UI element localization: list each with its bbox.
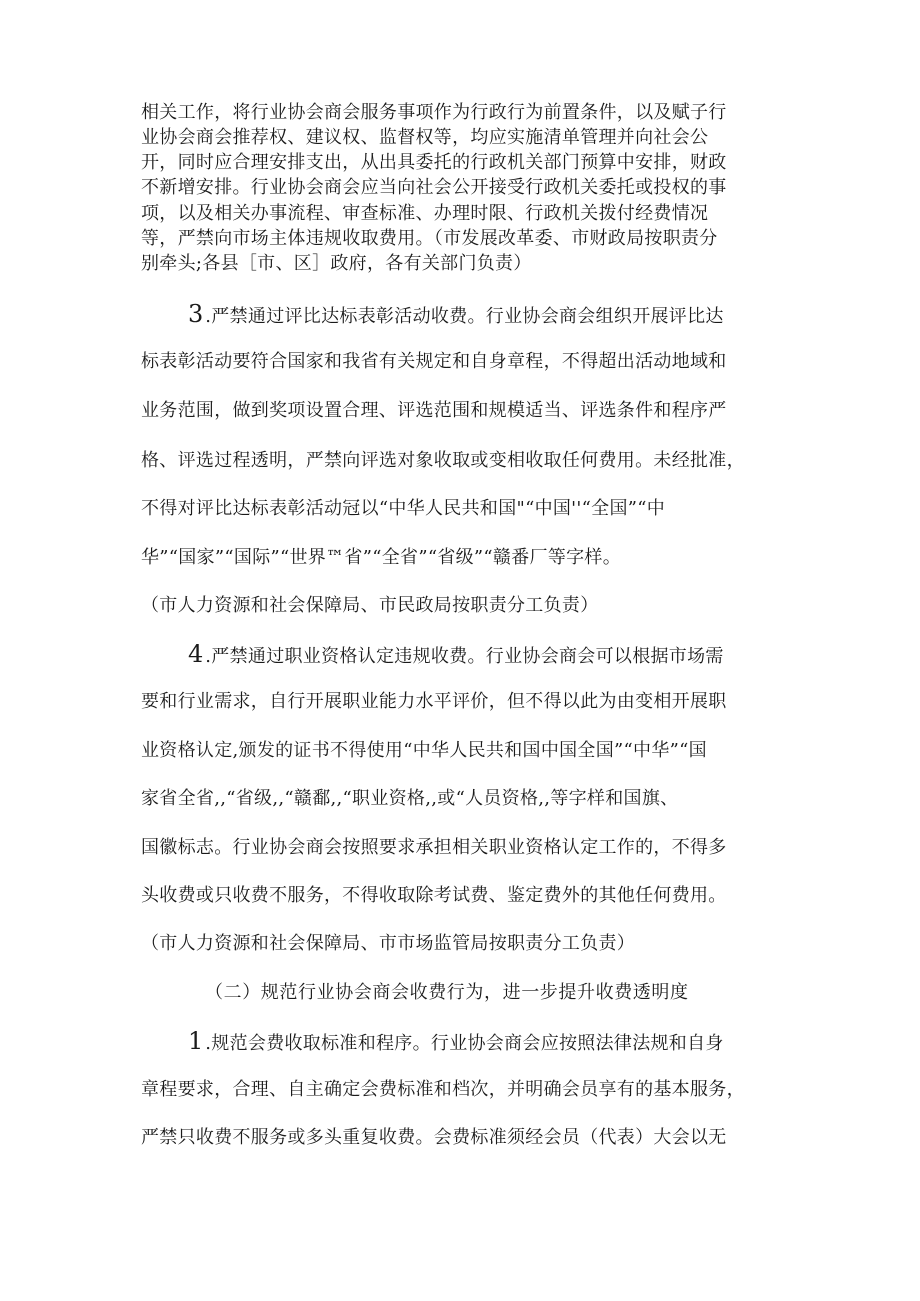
text-line: 等，严禁向市场主体违规收取费用。（市发展改革委、市财政局按职责分 (141, 228, 718, 249)
text-line: （市人力资源和社会保障局、市民政局按职责分工负责） (141, 595, 599, 616)
item-title-text: .规范会费收取标准和程序。行业协会商会应按照法律法规和自身 (205, 1033, 724, 1054)
section-heading: （二）规范行业协会商会收费行为，进一步提升收费透明度 (205, 982, 689, 1003)
text-line: 业务范围，做到奖项设置合理、评选范围和规模适当、评选条件和程序严 (141, 400, 727, 421)
text-line: 别牵头;各县［市、区］政府，各有关部门负责） (141, 253, 532, 274)
text-line: 格、评选过程透明，严禁向评选对象收取或变相收取任何费用。未经批准， (141, 450, 745, 471)
item-first-line (188, 1029, 724, 1056)
item-number: 4 (188, 640, 204, 668)
text-line: 不得对评比达标表彰活动冠以“中华人民共和国"“中国''“全国”“中 (141, 498, 666, 519)
item-number: 1 (188, 1027, 204, 1055)
text-line: 标表彰活动要符合国家和我省有关规定和自身章程，不得超出活动地域和 (141, 351, 727, 372)
text-line: 项，以及相关办事流程、审查标准、办理时限、行政机关拨付经费情况 (141, 203, 709, 224)
text-line: 相关工作，将行业协会商会服务事项作为行政行为前置条件，以及赋子行 (141, 102, 727, 123)
text-line: 业协会商会推荐权、建议权、监督权等，均应实施清单管理并向社会公 (141, 127, 709, 148)
item-number: 3 (188, 300, 204, 328)
text-line: 不新增安排。行业协会商会应当向社会公开接受行政机关委托或投权的事 (141, 177, 727, 198)
item-first-line (188, 642, 724, 669)
item-first-line (188, 302, 724, 329)
text-line: （市人力资源和社会保障局、市市场监管局按职责分工负责） (141, 933, 636, 954)
item-title-text: .严禁通过评比达标表彰活动收费。行业协会商会组织开展评比达 (205, 306, 724, 327)
text-line: 业资格认定,颁发的证书不得使用“中华人民共和国中国全国”“中华”“国 (141, 740, 707, 761)
item-title-text: .严禁通过职业资格认定违规收费。行业协会商会可以根据市场需 (205, 646, 724, 667)
text-line: 章程要求，合理、自主确定会费标准和档次，并明确会员享有的基本服务， (141, 1079, 745, 1100)
text-line: 严禁只收费不服务或多头重复收费。会费标准须经会员（代表）大会以无 (141, 1127, 727, 1148)
text-line: 家省全省,,“省级,,“赣鄱,,“职业资格,,或“人员资格,,等字样和国旗、 (141, 788, 679, 809)
text-line: 华”“国家”“国际”“世界™省”“全省”“省级”“赣番厂等字样。 (141, 547, 622, 568)
text-line: 头收费或只收费不服务，不得收取除考试费、鉴定费外的其他任何费用。 (141, 885, 727, 906)
text-line: 国徽标志。行业协会商会按照要求承担相关职业资格认定工作的，不得多 (141, 837, 727, 858)
text-line: 要和行业需求，自行开展职业能力水平评价，但不得以此为由变相开展职 (141, 691, 727, 712)
text-line: 开，同时应合理安排支出，从出具委托的行政机关部门预算中安排，财政 (141, 152, 727, 173)
